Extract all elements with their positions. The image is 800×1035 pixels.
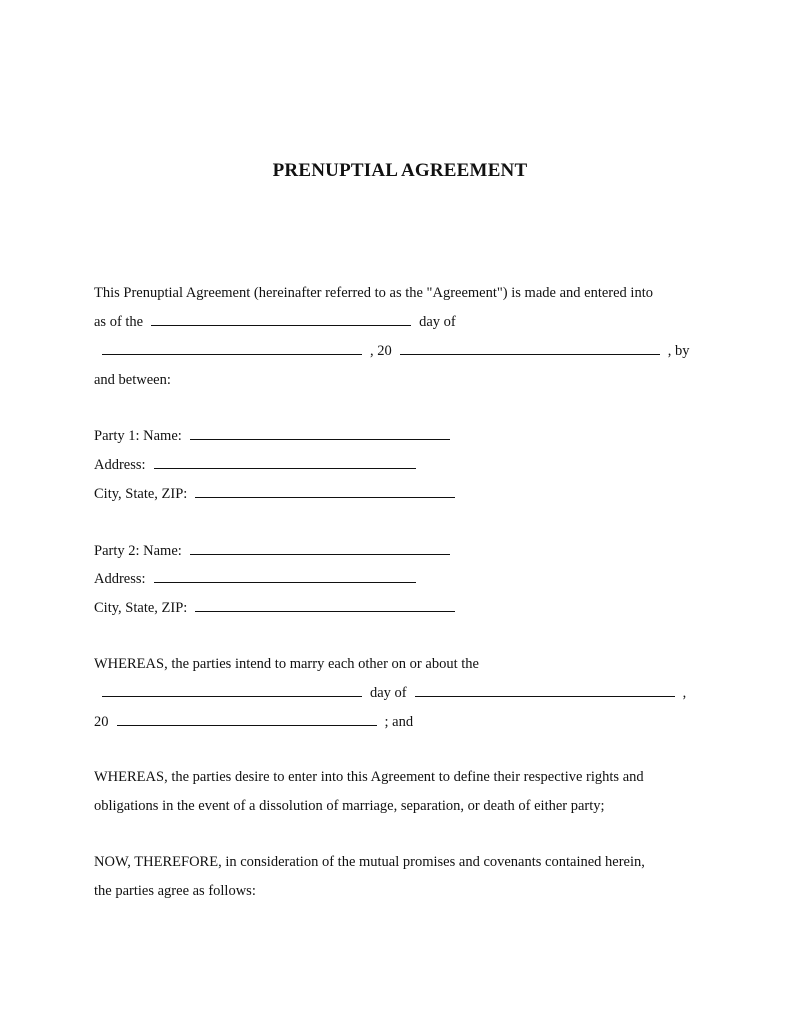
whereas1-line-2 [94, 684, 686, 702]
party2-address-label: Address: [94, 571, 146, 587]
intro-month-blank[interactable] [102, 343, 362, 355]
now-therefore-line-2: the parties agree as follows: [94, 883, 256, 899]
marriage-day-blank[interactable] [102, 685, 362, 697]
party1-city-field[interactable] [195, 486, 455, 498]
intro-year-blank[interactable] [400, 343, 660, 355]
party1-address-field[interactable] [154, 457, 416, 469]
party1-address-row [94, 456, 424, 474]
now-therefore-line-1: NOW, THEREFORE, in consideration of the mutual promises and covenants contained herein, [94, 854, 645, 870]
intro-year-prefix: , 20 [370, 343, 392, 359]
intro-by-label: , by [667, 343, 690, 359]
party2-city-label: City, State, ZIP: [94, 600, 188, 616]
intro-day-of-label: day of [419, 314, 456, 330]
intro-day-blank[interactable] [151, 314, 411, 326]
party1-address-label: Address: [94, 457, 146, 473]
intro-line-1: This Prenuptial Agreement (hereinafter referred to as the "Agreement") is made and entered into [94, 285, 653, 301]
intro-line-2 [94, 313, 456, 331]
marriage-year-prefix: 20 [94, 714, 109, 730]
intro-line-4: and between: [94, 372, 171, 388]
party2-address-field[interactable] [154, 571, 416, 583]
document-title: PRENUPTIAL AGREEMENT [272, 160, 528, 181]
party1-city-row [94, 485, 463, 503]
intro-line-3 [94, 342, 690, 360]
party2-address-row [94, 570, 424, 588]
whereas1-line-1: WHEREAS, the parties intend to marry each other on or about the [94, 656, 479, 672]
intro-as-of-label: as of the [94, 314, 144, 330]
marriage-day-of-label: day of [370, 685, 407, 701]
party1-name-label: Party 1: Name: [94, 428, 182, 444]
party2-name-row [94, 542, 458, 560]
party1-name-row [94, 427, 458, 445]
party2-city-row [94, 599, 463, 617]
marriage-year-blank[interactable] [117, 714, 377, 726]
marriage-comma: , [682, 685, 687, 701]
whereas2-line-2: obligations in the event of a dissolution of marriage, separation, or death of either party; [94, 798, 605, 814]
marriage-month-blank[interactable] [415, 685, 675, 697]
party1-name-field[interactable] [190, 428, 450, 440]
party2-name-label: Party 2: Name: [94, 543, 182, 559]
party2-name-field[interactable] [190, 543, 450, 555]
party1-city-label: City, State, ZIP: [94, 486, 188, 502]
marriage-and-label: ; and [384, 714, 414, 730]
whereas1-line-3 [94, 713, 413, 731]
party2-city-field[interactable] [195, 600, 455, 612]
whereas2-line-1: WHEREAS, the parties desire to enter into this Agreement to define their respective rights and [94, 769, 644, 785]
